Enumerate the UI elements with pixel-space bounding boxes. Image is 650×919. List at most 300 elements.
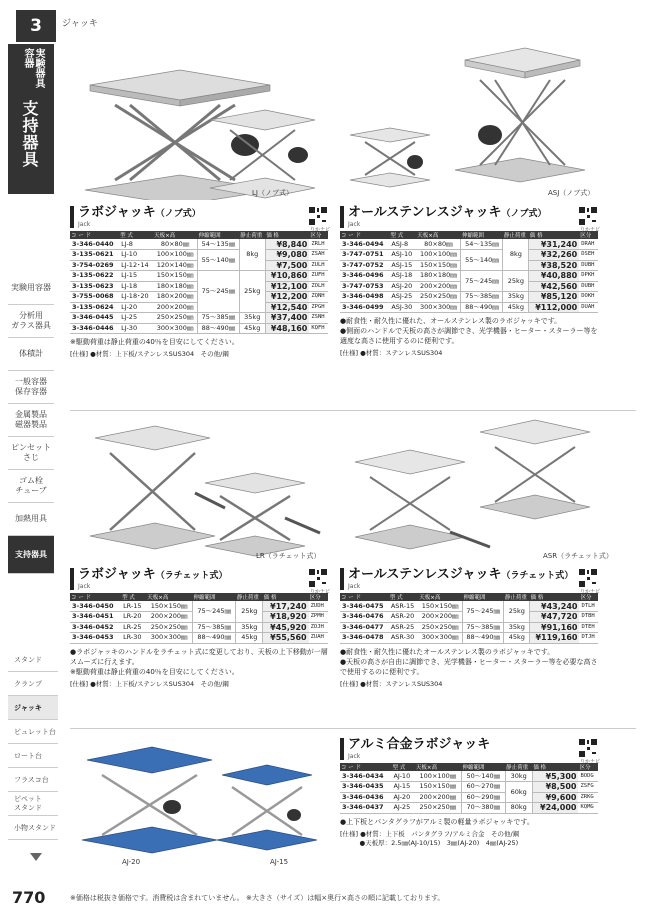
title-main: アルミ合金ラボジャッキ xyxy=(348,737,491,752)
cell-class: ZUDH xyxy=(309,601,328,612)
table-row xyxy=(340,302,598,313)
product-table xyxy=(340,763,598,814)
cell-class: KQFH xyxy=(309,323,328,334)
cell-size: 150×150㎜ xyxy=(418,601,462,612)
section-lr xyxy=(70,568,328,689)
cell-code: 3-346-0440 xyxy=(70,239,119,250)
cell-model: AJ-25 xyxy=(391,803,414,814)
qr-code-icon[interactable] xyxy=(578,738,598,758)
cell-load: 25kg xyxy=(239,271,265,313)
th-range: 伸縮範囲 xyxy=(198,231,240,239)
cell-price: ¥18,920 xyxy=(263,612,309,623)
title-sub: （ラチェット式） xyxy=(501,571,574,581)
th-price: 価 格 xyxy=(530,593,580,601)
cell-load: 45kg xyxy=(503,302,529,313)
cell-class: DTLH xyxy=(579,601,598,612)
th-class: 区分 xyxy=(579,593,598,601)
cell-model: LR-20 xyxy=(121,612,146,623)
cell-model: LJ-15 xyxy=(119,271,153,282)
cell-price: ¥17,240 xyxy=(263,601,309,612)
cell-range: 75～385㎜ xyxy=(462,622,503,633)
chevron-down-icon[interactable] xyxy=(30,853,42,861)
cell-load: 35kg xyxy=(236,622,263,633)
section-aj xyxy=(340,738,598,848)
table-header-row xyxy=(340,231,598,239)
cell-size: 80×80㎜ xyxy=(153,239,198,250)
cell-price: ¥119,160 xyxy=(530,633,580,644)
cell-class: DOKH xyxy=(579,292,598,303)
th-price: 価 格 xyxy=(532,763,578,771)
th-size: 天板×高 xyxy=(418,593,462,601)
cell-load: 30kg xyxy=(505,771,532,782)
product-table xyxy=(340,593,598,644)
footer-note: ※価格は税抜き価格です。消費税は含まれていません。 ※大きさ（サイズ）は幅×奥行×高さの順に記載しております。 xyxy=(70,894,445,902)
cell-price: ¥24,000 xyxy=(532,803,578,814)
note-line: ●天板の高さが自由に調節でき、光学機器・ヒーター・スターラー等を必要な高さで使用するのに便利です。 xyxy=(340,657,598,676)
section-header xyxy=(70,206,328,228)
section-subtitle: Jack xyxy=(348,583,361,590)
cell-model: ASJ-8 xyxy=(389,239,416,250)
cell-price: ¥8,840 xyxy=(265,239,309,250)
cell-size: 150×150㎜ xyxy=(146,601,192,612)
cell-class: ZSFG xyxy=(578,782,598,793)
th-class: 区分 xyxy=(309,593,328,601)
side-tab[interactable]: ピンセット さじ xyxy=(8,437,54,470)
cell-price: ¥32,260 xyxy=(529,250,579,261)
table-row xyxy=(340,271,598,282)
table-row xyxy=(340,782,598,793)
cell-code: 3-346-0436 xyxy=(340,792,391,803)
qr-label: りかナビ xyxy=(579,759,600,765)
side-tab[interactable]: 加熱用具 xyxy=(8,503,54,536)
aj-photo xyxy=(72,735,327,865)
sub-tab[interactable]: フラスコ台 xyxy=(8,768,58,792)
cell-price: ¥47,720 xyxy=(530,612,580,623)
qr-code-icon[interactable] xyxy=(578,568,598,588)
cell-price: ¥42,560 xyxy=(529,281,579,292)
table-row xyxy=(70,313,328,324)
qr-label: りかナビ xyxy=(309,227,330,233)
table-row xyxy=(340,292,598,303)
table-row xyxy=(70,622,328,633)
cell-price: ¥10,860 xyxy=(265,271,309,282)
cell-size: 250×250㎜ xyxy=(415,803,462,814)
sub-tab[interactable]: クランプ xyxy=(8,672,58,696)
cell-size: 150×150㎜ xyxy=(153,271,198,282)
cell-class: DUAH xyxy=(579,302,598,313)
page-label: ジャッキ xyxy=(62,19,98,29)
cell-price: ¥9,600 xyxy=(532,792,578,803)
spec: [仕様] ●材質：上下板 パンタグラフ/アルミ合金 その他/鋼 ●天板厚：2.5㎜(AJ-10/15) 3㎜(AJ-20) 4㎜(AJ-25) xyxy=(340,829,520,847)
th-range: 伸縮範囲 xyxy=(461,763,505,771)
cell-price: ¥37,400 xyxy=(265,313,309,324)
note-line: ●側面のハンドルで天板の高さが調節でき、光学機器・ヒーター・スターラー等を適度な高さに使用するのに便利です。 xyxy=(340,327,598,345)
cell-model: AJ-20 xyxy=(391,792,414,803)
section-header xyxy=(70,568,328,590)
section-header xyxy=(340,206,598,228)
cell-code: 3-346-0499 xyxy=(340,302,389,313)
cell-code: 3-346-0477 xyxy=(340,622,389,633)
cell-price: ¥48,160 xyxy=(265,323,309,334)
cell-load: 60kg xyxy=(505,782,532,803)
cell-code: 3-135-0623 xyxy=(70,281,119,292)
asr-caption: ASR（ラチェット式） xyxy=(543,552,613,560)
cell-load: 45kg xyxy=(239,323,265,334)
divider xyxy=(70,728,636,729)
cell-model: LJ-20 xyxy=(119,302,153,313)
cell-model: ASJ-25 xyxy=(389,292,416,303)
section-header xyxy=(340,738,598,760)
cell-size: 100×100㎜ xyxy=(415,771,462,782)
note-line: ●耐食性・耐久性に優れたオールステンレス製のラボジャッキです。 xyxy=(340,647,555,656)
cell-model: ASR-30 xyxy=(389,633,418,644)
cell-model: LJ-12･14 xyxy=(119,260,153,271)
th-model: 型 式 xyxy=(119,231,153,239)
th-code: コ ー ド xyxy=(340,593,389,601)
cell-load: 8kg xyxy=(239,239,265,271)
table-row xyxy=(340,803,598,814)
cell-range: 75～245㎜ xyxy=(462,601,503,622)
cell-model: AJ-15 xyxy=(391,782,414,793)
cell-code: 3-346-0435 xyxy=(340,782,391,793)
cell-class: DSEH xyxy=(579,250,598,261)
th-model: 型 式 xyxy=(389,593,418,601)
th-load: 静止荷重 xyxy=(503,231,529,239)
cell-price: ¥12,200 xyxy=(265,292,309,303)
table-row xyxy=(70,239,328,250)
aj15-caption: AJ-15 xyxy=(270,858,289,866)
cell-size: 150×150㎜ xyxy=(415,782,462,793)
table-row xyxy=(340,633,598,644)
cell-size: 180×200㎜ xyxy=(153,292,198,303)
cell-load: 35kg xyxy=(504,622,530,633)
table-row xyxy=(70,250,328,261)
cell-model: LJ-18･20 xyxy=(119,292,153,303)
cell-price: ¥85,120 xyxy=(529,292,579,303)
cell-code: 3-754-0269 xyxy=(70,260,119,271)
cell-code: 3-135-0624 xyxy=(70,302,119,313)
note-line: ※駆動荷重は静止荷重の40％を目安にしてください。 xyxy=(70,667,239,676)
cell-class: ZUAH xyxy=(309,633,328,644)
cell-size: 250×250㎜ xyxy=(418,622,462,633)
cell-range: 75～245㎜ xyxy=(193,601,236,622)
cell-size: 300×300㎜ xyxy=(146,633,192,644)
cell-price: ¥12,100 xyxy=(265,281,309,292)
cell-model: ASR-20 xyxy=(389,612,418,623)
cell-class: ZUFH xyxy=(309,271,328,282)
qr-code-icon[interactable] xyxy=(578,206,598,226)
cell-class: ZRLH xyxy=(309,239,328,250)
lr-caption: LR（ラチェット式） xyxy=(256,552,321,560)
cell-size: 120×140㎜ xyxy=(153,260,198,271)
cell-range: 60～270㎜ xyxy=(461,782,505,793)
cell-size: 180×180㎜ xyxy=(153,281,198,292)
cell-class: ZRKG xyxy=(578,792,598,803)
table-header-row xyxy=(70,593,328,601)
qr-label: りかナビ xyxy=(309,589,330,595)
cell-range: 70～380㎜ xyxy=(461,803,505,814)
th-code: コ ー ド xyxy=(70,231,119,239)
cell-size: 200×200㎜ xyxy=(153,302,198,313)
cell-class: ZOJH xyxy=(309,622,328,633)
notes xyxy=(340,817,598,827)
th-load: 静止荷重 xyxy=(505,763,532,771)
cell-price: ¥5,300 xyxy=(532,771,578,782)
section-header xyxy=(340,568,598,590)
cell-class: DTBH xyxy=(579,612,598,623)
cell-model: ASJ-20 xyxy=(389,281,416,292)
th-model: 型 式 xyxy=(389,231,416,239)
cell-price: ¥38,520 xyxy=(529,260,579,271)
cell-class: KQMG xyxy=(578,803,598,814)
cell-model: LJ-8 xyxy=(119,239,153,250)
cell-price: ¥31,240 xyxy=(529,239,579,250)
cell-model: LJ-10 xyxy=(119,250,153,261)
cell-code: 3-346-0478 xyxy=(340,633,389,644)
section-title xyxy=(348,568,598,583)
qr-label: りかナビ xyxy=(579,227,600,233)
table-row xyxy=(70,601,328,612)
cell-range: 54～135㎜ xyxy=(461,239,503,250)
section-title xyxy=(78,206,328,221)
th-size: 天板×高 xyxy=(153,231,198,239)
note-line: ●ラボジャッキのハンドルをラチェット式に変更しており、天板の上下移動が一層スムーズに行えます。 xyxy=(70,647,328,666)
cell-class: ZPGH xyxy=(309,302,328,313)
cell-class: DRAH xyxy=(579,239,598,250)
table-row xyxy=(340,239,598,250)
cell-size: 250×250㎜ xyxy=(146,622,192,633)
th-range: 伸縮範囲 xyxy=(462,593,503,601)
cell-price: ¥112,000 xyxy=(529,302,579,313)
cell-load: 8kg xyxy=(503,239,529,271)
side-tab[interactable]: 支持器具 xyxy=(8,536,54,574)
th-price: 価 格 xyxy=(265,231,309,239)
th-price: 価 格 xyxy=(263,593,309,601)
cell-class: ZULH xyxy=(309,260,328,271)
cell-size: 250×250㎜ xyxy=(153,313,198,324)
notes xyxy=(340,647,598,677)
category-main: 支持器具 xyxy=(20,100,39,168)
sub-tab[interactable]: ジャッキ xyxy=(8,696,58,720)
cell-model: ASJ-15 xyxy=(389,260,416,271)
cell-range: 88～490㎜ xyxy=(461,302,503,313)
table-row xyxy=(340,601,598,612)
cell-size: 300×300㎜ xyxy=(418,633,462,644)
th-range: 伸縮範囲 xyxy=(461,231,503,239)
section-title xyxy=(78,568,328,583)
side-tab[interactable]: ゴム栓 チューブ xyxy=(8,470,54,503)
cell-code: 3-346-0475 xyxy=(340,601,389,612)
spec: [仕様] ●材質：ステンレスSUS304 xyxy=(340,679,443,688)
cell-size: 200×200㎜ xyxy=(416,281,461,292)
cell-code: 3-346-0452 xyxy=(70,622,121,633)
cell-class: BODG xyxy=(578,771,598,782)
title-sub: （ノブ式） xyxy=(155,209,201,219)
cell-code: 3-755-0068 xyxy=(70,292,119,303)
th-code: コ ー ド xyxy=(340,231,389,239)
cell-load: 45kg xyxy=(504,633,530,644)
th-model: 型 式 xyxy=(391,763,414,771)
th-code: コ ー ド xyxy=(70,593,121,601)
table-header-row xyxy=(340,593,598,601)
sidebar xyxy=(0,0,60,919)
section-subtitle: Jack xyxy=(78,583,91,590)
title-sub: （ラチェット式） xyxy=(155,571,228,581)
th-load: 静止荷重 xyxy=(239,231,265,239)
spec: [仕様] ●材質：上下板/ステンレスSUS304 その他/鋼 xyxy=(70,679,229,688)
cell-model: LR-30 xyxy=(121,633,146,644)
asj-caption: ASJ（ノブ式） xyxy=(548,189,595,197)
table-row xyxy=(340,250,598,261)
table-row xyxy=(70,323,328,334)
title-sub: （ノブ式） xyxy=(501,209,547,219)
cell-load: 35kg xyxy=(503,292,529,303)
side-tab[interactable]: 体積計 xyxy=(8,338,54,371)
th-size: 天板×高 xyxy=(416,231,461,239)
th-class: 区分 xyxy=(578,763,598,771)
page-number: 770 xyxy=(12,888,46,907)
th-range: 伸縮範囲 xyxy=(193,593,236,601)
cell-price: ¥40,880 xyxy=(529,271,579,282)
cell-code: 3-346-0496 xyxy=(340,271,389,282)
cell-load: 80kg xyxy=(505,803,532,814)
spec: [仕様] ●材質：ステンレスSUS304 xyxy=(340,349,443,357)
cell-class: ZSAH xyxy=(309,250,328,261)
qr-code-icon[interactable] xyxy=(308,568,328,588)
cell-model: LJ-18 xyxy=(119,281,153,292)
cell-load: 25kg xyxy=(236,601,263,622)
cell-range: 75～385㎜ xyxy=(198,313,240,324)
product-table xyxy=(70,231,328,334)
cell-size: 180×180㎜ xyxy=(416,271,461,282)
sub-tab[interactable]: 小物スタンド xyxy=(8,816,58,840)
th-load: 静止荷重 xyxy=(236,593,263,601)
cell-load: 45kg xyxy=(236,633,263,644)
cell-size: 200×200㎜ xyxy=(146,612,192,623)
cell-load: 25kg xyxy=(503,271,529,292)
section-asr xyxy=(340,568,598,689)
category-top: 実験器具容器 xyxy=(22,48,44,88)
cell-class: DUBH xyxy=(579,260,598,271)
cell-code: 3-346-0453 xyxy=(70,633,121,644)
cell-class: ZOLH xyxy=(309,281,328,292)
th-size: 天板×高 xyxy=(146,593,192,601)
cell-range: 75～385㎜ xyxy=(461,292,503,303)
cell-range: 88～490㎜ xyxy=(193,633,236,644)
aj20-caption: AJ-20 xyxy=(122,858,141,866)
sub-tab[interactable]: ピペット スタンド xyxy=(8,792,58,816)
cell-range: 88～490㎜ xyxy=(462,633,503,644)
th-model: 型 式 xyxy=(121,593,146,601)
table-row xyxy=(340,622,598,633)
section-asj xyxy=(340,206,598,358)
th-class: 区分 xyxy=(309,231,328,239)
table-header-row xyxy=(340,763,598,771)
cell-model: ASJ-30 xyxy=(389,302,416,313)
cell-model: LJ-30 xyxy=(119,323,153,334)
sub-tab[interactable]: スタンド xyxy=(8,648,58,672)
title-main: ラボジャッキ xyxy=(78,205,156,220)
side-tab[interactable]: 金属製品 磁器製品 xyxy=(8,404,54,437)
title-main: オールステンレスジャッキ xyxy=(348,205,502,220)
note-line: ●耐食性・耐久性に優れた、オールステンレス製のラボジャッキです。 xyxy=(340,317,562,325)
cell-price: ¥43,240 xyxy=(530,601,580,612)
cell-model: LR-25 xyxy=(121,622,146,633)
cell-price: ¥55,560 xyxy=(263,633,309,644)
cell-size: 200×200㎜ xyxy=(418,612,462,623)
sub-tabs xyxy=(8,648,58,840)
th-code: コ ー ド xyxy=(340,763,391,771)
cell-price: ¥91,160 xyxy=(530,622,580,633)
cell-range: 75～245㎜ xyxy=(461,271,503,292)
cell-range: 55～140㎜ xyxy=(198,250,240,271)
side-tab[interactable]: 分析用 ガラス器具 xyxy=(8,305,54,338)
cell-code: 3-346-0498 xyxy=(340,292,389,303)
th-load: 静止荷重 xyxy=(504,593,530,601)
cell-size: 250×250㎜ xyxy=(416,292,461,303)
cell-code: 3-346-0446 xyxy=(70,323,119,334)
lj-caption: LJ（ノブ式） xyxy=(252,189,293,197)
th-price: 価 格 xyxy=(529,231,579,239)
notes xyxy=(70,337,328,347)
cell-range: 55～140㎜ xyxy=(461,250,503,271)
sub-tab[interactable]: ロート台 xyxy=(8,744,58,768)
cell-class: DTEH xyxy=(579,622,598,633)
notes xyxy=(70,647,328,677)
cell-code: 3-346-0476 xyxy=(340,612,389,623)
cell-size: 80×80㎜ xyxy=(416,239,461,250)
side-tab[interactable]: 実験用容器 xyxy=(8,272,54,305)
cell-range: 60～290㎜ xyxy=(461,792,505,803)
cell-load: 35kg xyxy=(239,313,265,324)
title-main: ラボジャッキ xyxy=(78,567,156,582)
th-size: 天板×高 xyxy=(415,763,462,771)
cell-range: 50～140㎜ xyxy=(461,771,505,782)
cell-class: ZPMH xyxy=(309,612,328,623)
cell-size: 300×300㎜ xyxy=(153,323,198,334)
cell-code: 3-747-0751 xyxy=(340,250,389,261)
cell-size: 100×100㎜ xyxy=(416,250,461,261)
cell-range: 75～245㎜ xyxy=(198,271,240,313)
section-title xyxy=(348,738,598,753)
asr-photo xyxy=(350,412,610,557)
cell-code: 3-346-0445 xyxy=(70,313,119,324)
cell-model: LJ-25 xyxy=(119,313,153,324)
cell-size: 200×200㎜ xyxy=(415,792,462,803)
notes xyxy=(340,316,598,346)
cell-price: ¥8,500 xyxy=(532,782,578,793)
sub-tab[interactable]: ビュレット台 xyxy=(8,720,58,744)
product-table xyxy=(70,593,328,644)
cell-range: 54～135㎜ xyxy=(198,239,240,250)
lj-photo xyxy=(70,30,320,200)
section-subtitle: Jack xyxy=(78,221,91,228)
qr-code-icon[interactable] xyxy=(308,206,328,226)
side-tab[interactable]: 一般容器 保存容器 xyxy=(8,371,54,404)
table-row xyxy=(70,271,328,282)
cell-size: 150×150㎜ xyxy=(416,260,461,271)
table-header-row xyxy=(70,231,328,239)
table-row xyxy=(70,633,328,644)
cell-load: 25kg xyxy=(504,601,530,622)
cell-model: ASJ-10 xyxy=(389,250,416,261)
cell-price: ¥12,540 xyxy=(265,302,309,313)
asj-photo xyxy=(345,40,615,190)
cell-size: 300×300㎜ xyxy=(416,302,461,313)
cell-code: 3-747-0752 xyxy=(340,260,389,271)
lr-photo xyxy=(75,418,325,563)
cell-code: 3-346-0494 xyxy=(340,239,389,250)
